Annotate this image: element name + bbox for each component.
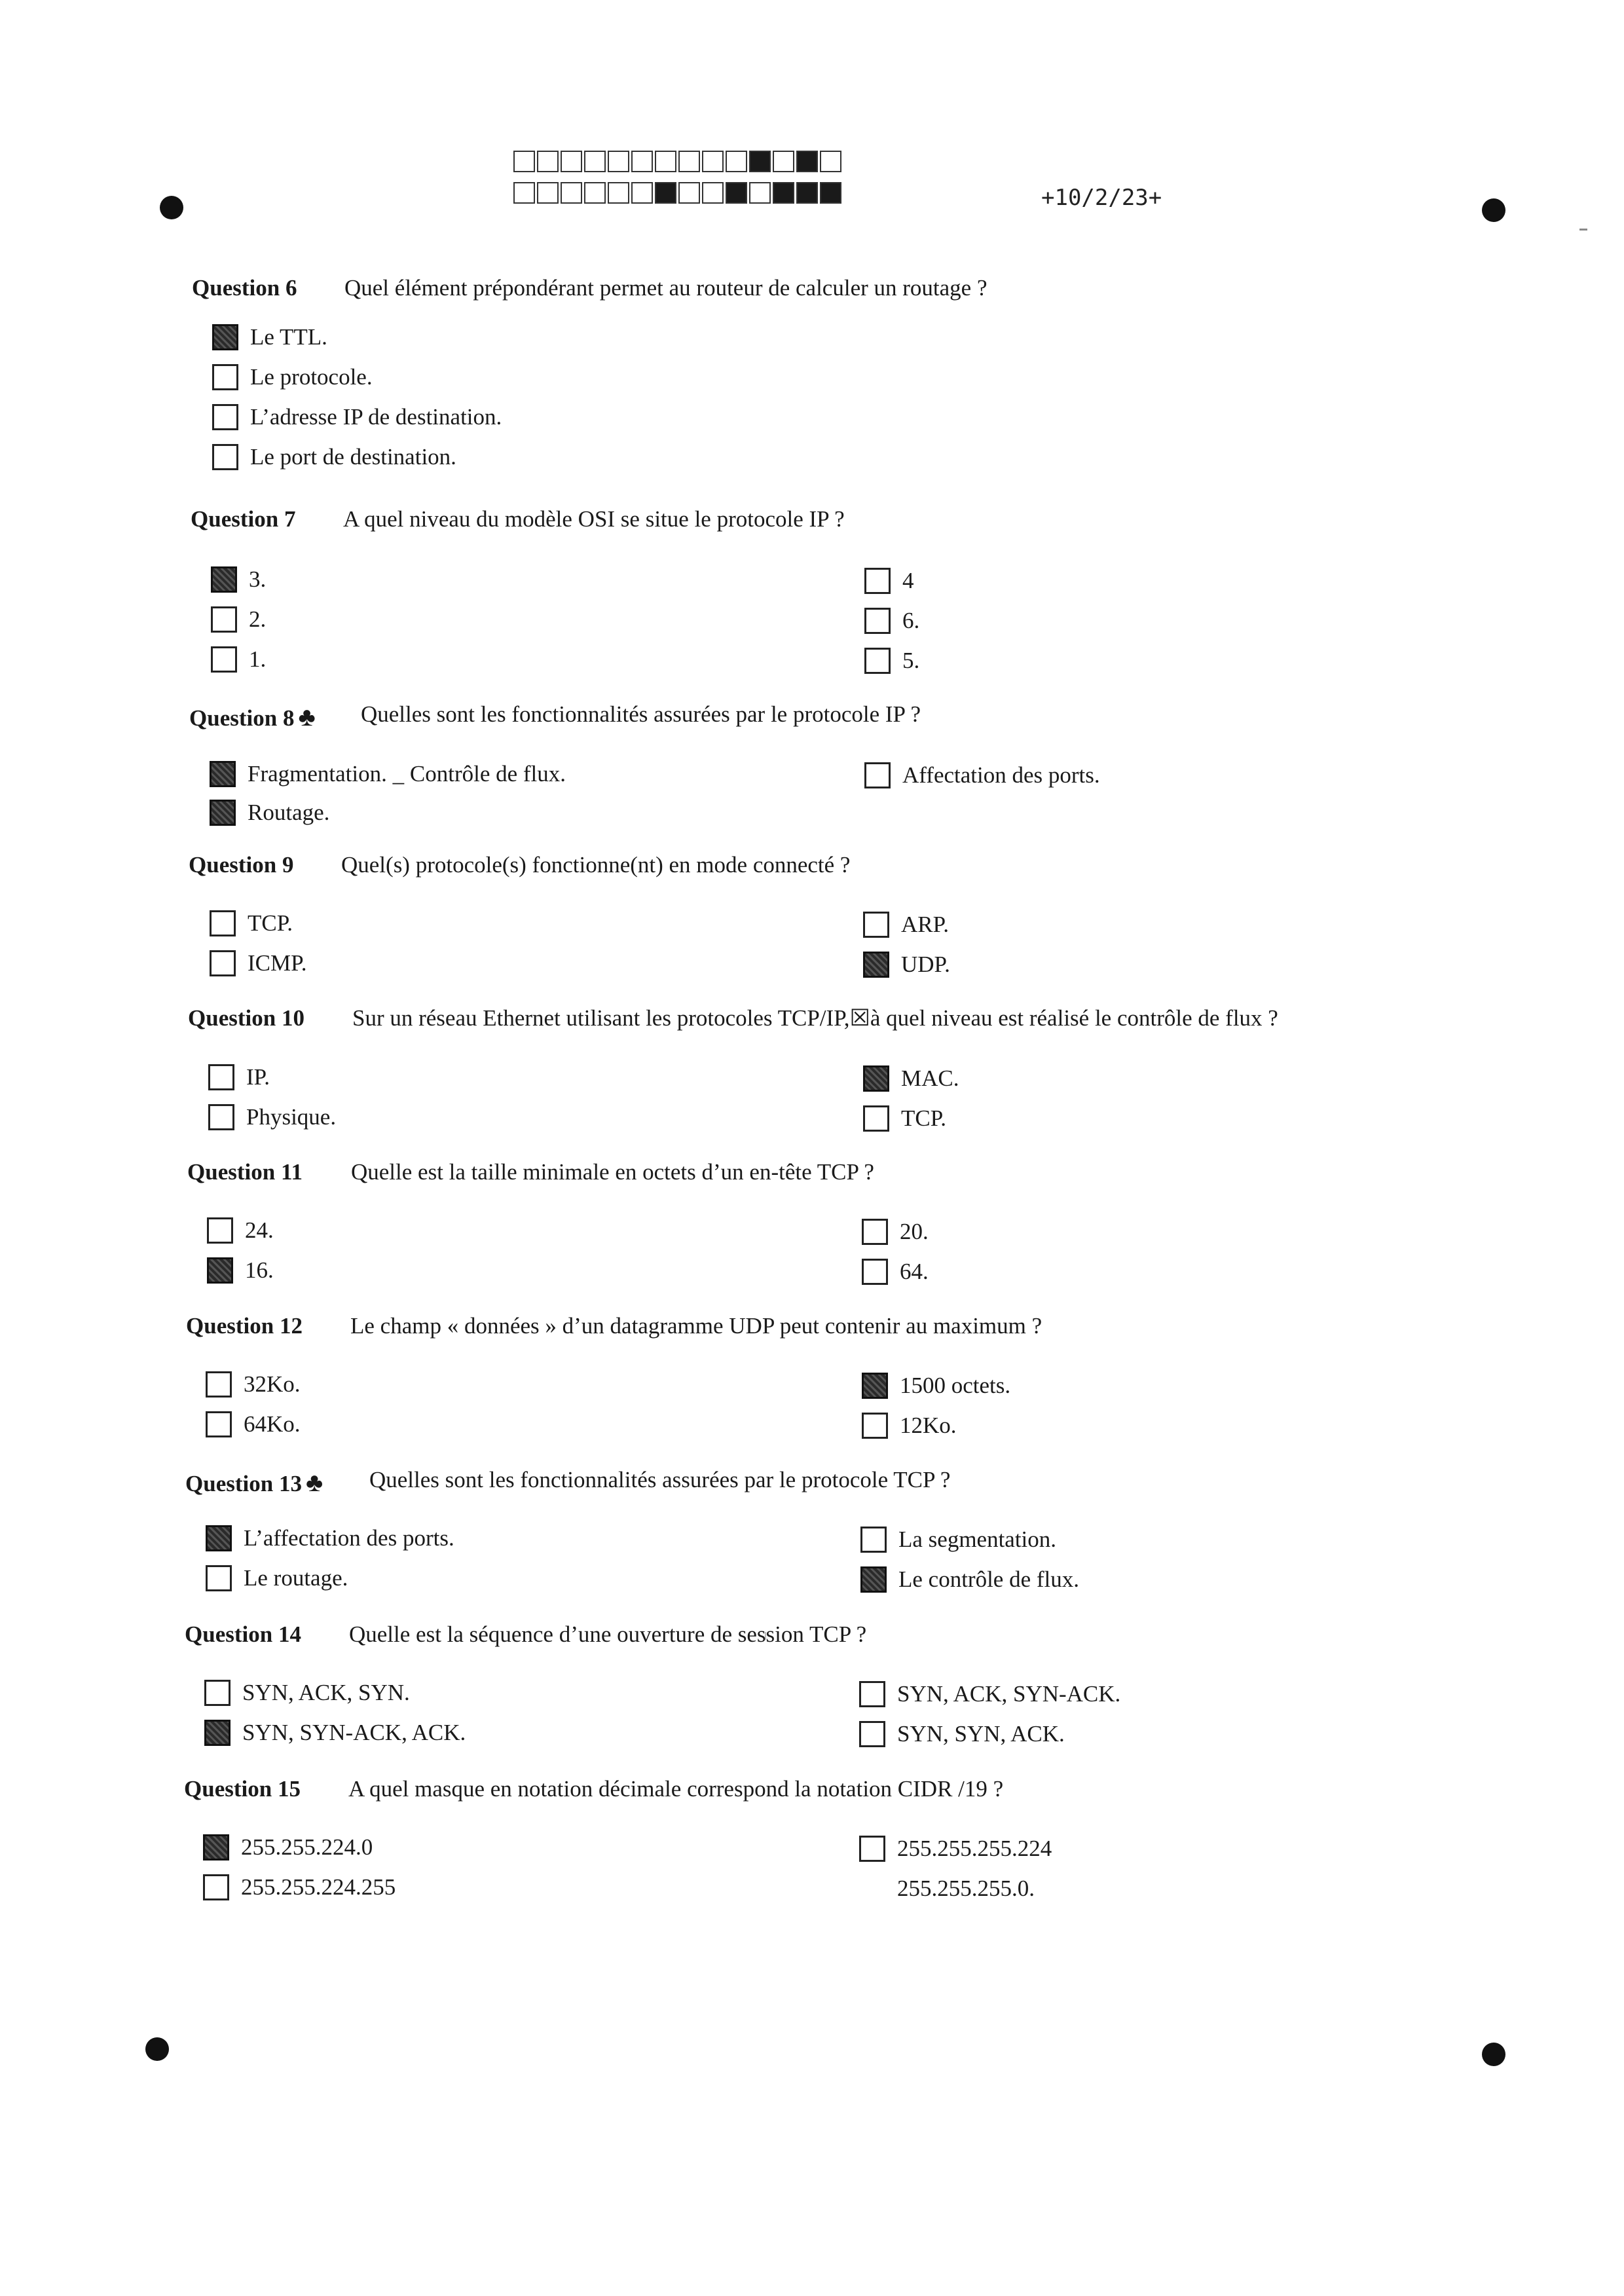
answer-label: 12Ko. (900, 1413, 957, 1438)
checkbox[interactable] (210, 761, 236, 787)
barcode-cell (796, 182, 818, 204)
answer-label: 255.255.224.0 (241, 1834, 373, 1860)
barcode-cell (773, 151, 794, 172)
answer-option[interactable] (859, 1679, 1120, 1709)
question-text: A quel masque en notation décimale correspond la notation CIDR /19 ? (348, 1776, 1004, 1802)
answer-option[interactable] (206, 1523, 454, 1553)
barcode-row-2 (513, 182, 843, 204)
checkbox[interactable] (862, 1219, 888, 1245)
checkbox[interactable] (211, 646, 237, 673)
answer-label: ARP. (901, 912, 949, 937)
checkbox[interactable] (862, 1259, 888, 1285)
barcode-cell (749, 151, 771, 172)
checkbox[interactable] (864, 762, 891, 788)
answer-label: Physique. (246, 1104, 337, 1130)
checkbox[interactable] (859, 1721, 885, 1747)
checkbox[interactable] (212, 404, 238, 430)
question-label: Question 13 ♣ (185, 1468, 323, 1497)
answer-label: 4 (902, 568, 914, 593)
barcode-cell (726, 151, 747, 172)
checkbox[interactable] (864, 568, 891, 594)
barcode-cell (537, 182, 559, 204)
checkbox[interactable] (204, 1680, 231, 1706)
registration-mark-top-right (1482, 198, 1505, 222)
barcode-cell (749, 182, 771, 204)
barcode-cell (820, 182, 841, 204)
checkbox[interactable] (206, 1411, 232, 1437)
answer-option[interactable] (864, 606, 919, 636)
answer-label: 255.255.224.255 (241, 1874, 396, 1900)
barcode-cell (702, 151, 724, 172)
barcode-cell (796, 151, 818, 172)
barcode-cell (773, 182, 794, 204)
answer-option[interactable] (863, 1103, 946, 1134)
answer-option[interactable] (210, 798, 329, 828)
answer-option[interactable] (210, 908, 293, 938)
question-text: Le champ « données » d’un datagramme UDP peut contenir au maximum ? (350, 1313, 1043, 1339)
checkbox[interactable] (859, 1681, 885, 1707)
checkbox[interactable] (210, 910, 236, 936)
barcode-cell (726, 182, 747, 204)
multiple-answer-club-icon: ♣ (305, 1468, 323, 1497)
answer-label: 6. (902, 608, 920, 633)
answer-label: Le contrôle de flux. (898, 1566, 1080, 1592)
checkbox[interactable] (212, 444, 238, 470)
checkbox[interactable] (859, 1876, 885, 1902)
answer-option[interactable] (207, 1215, 274, 1246)
checkbox[interactable] (210, 800, 236, 826)
answer-option[interactable] (211, 604, 266, 635)
answer-label: 64Ko. (244, 1411, 301, 1437)
answer-option[interactable] (210, 948, 306, 978)
answer-option[interactable] (859, 1874, 1035, 1904)
answer-option[interactable] (212, 322, 327, 352)
answer-label: 2. (249, 606, 267, 632)
answer-option[interactable] (211, 644, 266, 675)
answer-label: UDP. (901, 952, 950, 977)
answer-label: 1. (249, 646, 267, 672)
question-label: Question 14 (185, 1621, 301, 1647)
barcode-cell (608, 182, 629, 204)
answer-option[interactable] (206, 1409, 301, 1439)
question-label: Question 10 (188, 1005, 304, 1031)
question-text: Quel élément prépondérant permet au routeur de calculer un routage ? (344, 275, 987, 301)
checkbox[interactable] (863, 1065, 889, 1092)
answer-label: MAC. (901, 1065, 959, 1091)
question-text: A quel niveau du modèle OSI se situe le protocole IP ? (343, 506, 845, 532)
answer-option[interactable] (864, 566, 914, 596)
checkbox[interactable] (206, 1525, 232, 1551)
question-text: Quel(s) protocole(s) fonctionne(nt) en mode connecté ? (341, 852, 851, 878)
checkbox[interactable] (862, 1373, 888, 1399)
checkbox[interactable] (203, 1834, 229, 1861)
barcode-cell (820, 151, 841, 172)
answer-label: 1500 octets. (900, 1373, 1011, 1398)
answer-option[interactable] (863, 1064, 959, 1094)
checkbox[interactable] (206, 1565, 232, 1591)
answer-option[interactable] (862, 1371, 1010, 1401)
answer-option[interactable] (862, 1257, 929, 1287)
answer-label: TCP. (901, 1105, 947, 1131)
answer-option[interactable] (206, 1369, 301, 1399)
answer-option[interactable] (203, 1832, 373, 1862)
question-text: Quelles sont les fonctionnalités assurées par le protocole IP ? (361, 701, 921, 727)
answer-option[interactable] (863, 950, 950, 980)
answer-option[interactable] (864, 760, 1100, 790)
answer-label: 20. (900, 1219, 929, 1244)
barcode-cell (537, 151, 559, 172)
answer-option[interactable] (212, 402, 502, 432)
answer-label: 32Ko. (244, 1371, 301, 1397)
question-label: Question 7 (191, 506, 296, 532)
answer-option[interactable] (207, 1255, 274, 1286)
question-label: Question 15 (184, 1776, 301, 1802)
answer-label: 24. (245, 1217, 274, 1243)
barcode-cell (584, 151, 606, 172)
barcode-cell (702, 182, 724, 204)
question-label: Question 9 (189, 852, 294, 878)
checkbox[interactable] (863, 1105, 889, 1132)
question-label: Question 6 (192, 275, 297, 301)
answer-label: Routage. (248, 800, 330, 825)
barcode-cell (678, 182, 700, 204)
answer-label: La segmentation. (898, 1527, 1057, 1552)
answer-option[interactable] (860, 1565, 1079, 1595)
checkbox[interactable] (862, 1413, 888, 1439)
barcode-cell (655, 151, 676, 172)
answer-option[interactable] (864, 646, 919, 676)
checkbox[interactable] (860, 1566, 887, 1593)
registration-mark-bottom-right (1482, 2043, 1505, 2066)
checkbox[interactable] (860, 1527, 887, 1553)
answer-label: Fragmentation. _ Contrôle de flux. (248, 761, 566, 787)
checkbox[interactable] (212, 364, 238, 390)
question-text: Quelles sont les fonctionnalités assurées par le protocole TCP ? (369, 1467, 951, 1492)
question-text: Quelle est la taille minimale en octets d’un en-tête TCP ? (351, 1159, 874, 1185)
checkbox[interactable] (206, 1371, 232, 1398)
answer-label: 5. (902, 648, 920, 673)
answer-label: 16. (245, 1257, 274, 1283)
checkbox[interactable] (863, 952, 889, 978)
answer-label: SYN, ACK, SYN-ACK. (897, 1681, 1121, 1707)
answer-label: L’adresse IP de destination. (250, 404, 502, 430)
barcode-cell (584, 182, 606, 204)
barcode-cell (678, 151, 700, 172)
answer-label: IP. (246, 1064, 270, 1090)
answer-option[interactable] (862, 1217, 929, 1247)
answer-option[interactable] (208, 1102, 336, 1132)
answer-option[interactable] (204, 1678, 410, 1708)
multiple-answer-club-icon: ♣ (298, 702, 316, 731)
answer-label: TCP. (248, 910, 293, 936)
barcode-cell (631, 151, 653, 172)
answer-option[interactable] (211, 565, 266, 595)
answer-option[interactable] (204, 1718, 466, 1748)
answer-label: 255.255.255.0. (897, 1876, 1035, 1901)
barcode-cell (561, 151, 582, 172)
barcode-cell (513, 182, 535, 204)
barcode-cell (631, 182, 653, 204)
registration-mark-bottom-left (145, 2037, 169, 2061)
answer-label: Affectation des ports. (902, 762, 1100, 788)
checkbox[interactable] (207, 1217, 233, 1244)
answer-option[interactable] (208, 1062, 270, 1092)
answer-option[interactable] (206, 1563, 348, 1593)
answer-label: SYN, ACK, SYN. (242, 1680, 410, 1705)
checkbox[interactable] (864, 648, 891, 674)
answer-option[interactable] (863, 910, 949, 940)
answer-option[interactable] (210, 759, 566, 789)
answer-label: L’affectation des ports. (244, 1525, 454, 1551)
checkbox[interactable] (208, 1104, 234, 1130)
barcode-cell (608, 151, 629, 172)
answer-label: Le port de destination. (250, 444, 456, 470)
checkbox[interactable] (207, 1257, 233, 1284)
answer-option[interactable] (212, 362, 373, 392)
checkbox[interactable] (212, 324, 238, 350)
barcode-cell (513, 151, 535, 172)
barcode-cell (561, 182, 582, 204)
checkbox[interactable] (208, 1064, 234, 1090)
answer-option[interactable] (859, 1834, 1052, 1864)
answer-option[interactable] (859, 1719, 1065, 1749)
question-label: Question 11 (187, 1159, 303, 1185)
checkbox[interactable] (211, 566, 237, 593)
checkbox[interactable] (859, 1836, 885, 1862)
checkbox[interactable] (210, 950, 236, 976)
question-label: Question 12 (186, 1313, 303, 1339)
barcode-cell (655, 182, 676, 204)
answer-label: Le routage. (244, 1565, 348, 1591)
checkbox[interactable] (203, 1874, 229, 1900)
question-text: Quelle est la séquence d’une ouverture de session TCP ? (349, 1621, 867, 1647)
answer-label: 64. (900, 1259, 929, 1284)
answer-label: 3. (249, 566, 267, 592)
answer-label: Le protocole. (250, 364, 373, 390)
answer-option[interactable] (860, 1525, 1056, 1555)
answer-label: 255.255.255.224 (897, 1836, 1052, 1861)
checkbox[interactable] (204, 1720, 231, 1746)
answer-option[interactable] (862, 1411, 957, 1441)
checkbox[interactable] (211, 606, 237, 633)
copy-id: +10/2/23+ (1041, 185, 1162, 211)
question-label: Question 8 ♣ (189, 702, 316, 731)
answer-label: SYN, SYN-ACK, ACK. (242, 1720, 466, 1745)
checkbox[interactable] (864, 608, 891, 634)
barcode-row-1 (513, 151, 843, 172)
checkbox[interactable] (863, 912, 889, 938)
answer-label: Le TTL. (250, 324, 327, 350)
scan-speck (1579, 229, 1587, 231)
registration-mark-top-left (160, 196, 183, 219)
answer-label: SYN, SYN, ACK. (897, 1721, 1065, 1747)
question-text: Sur un réseau Ethernet utilisant les protocoles TCP/IP,☒à quel niveau est réalisé le contrôle de flux ? (352, 1005, 1278, 1031)
answer-option[interactable] (203, 1872, 396, 1902)
answer-option[interactable] (212, 442, 456, 472)
answer-label: ICMP. (248, 950, 307, 976)
